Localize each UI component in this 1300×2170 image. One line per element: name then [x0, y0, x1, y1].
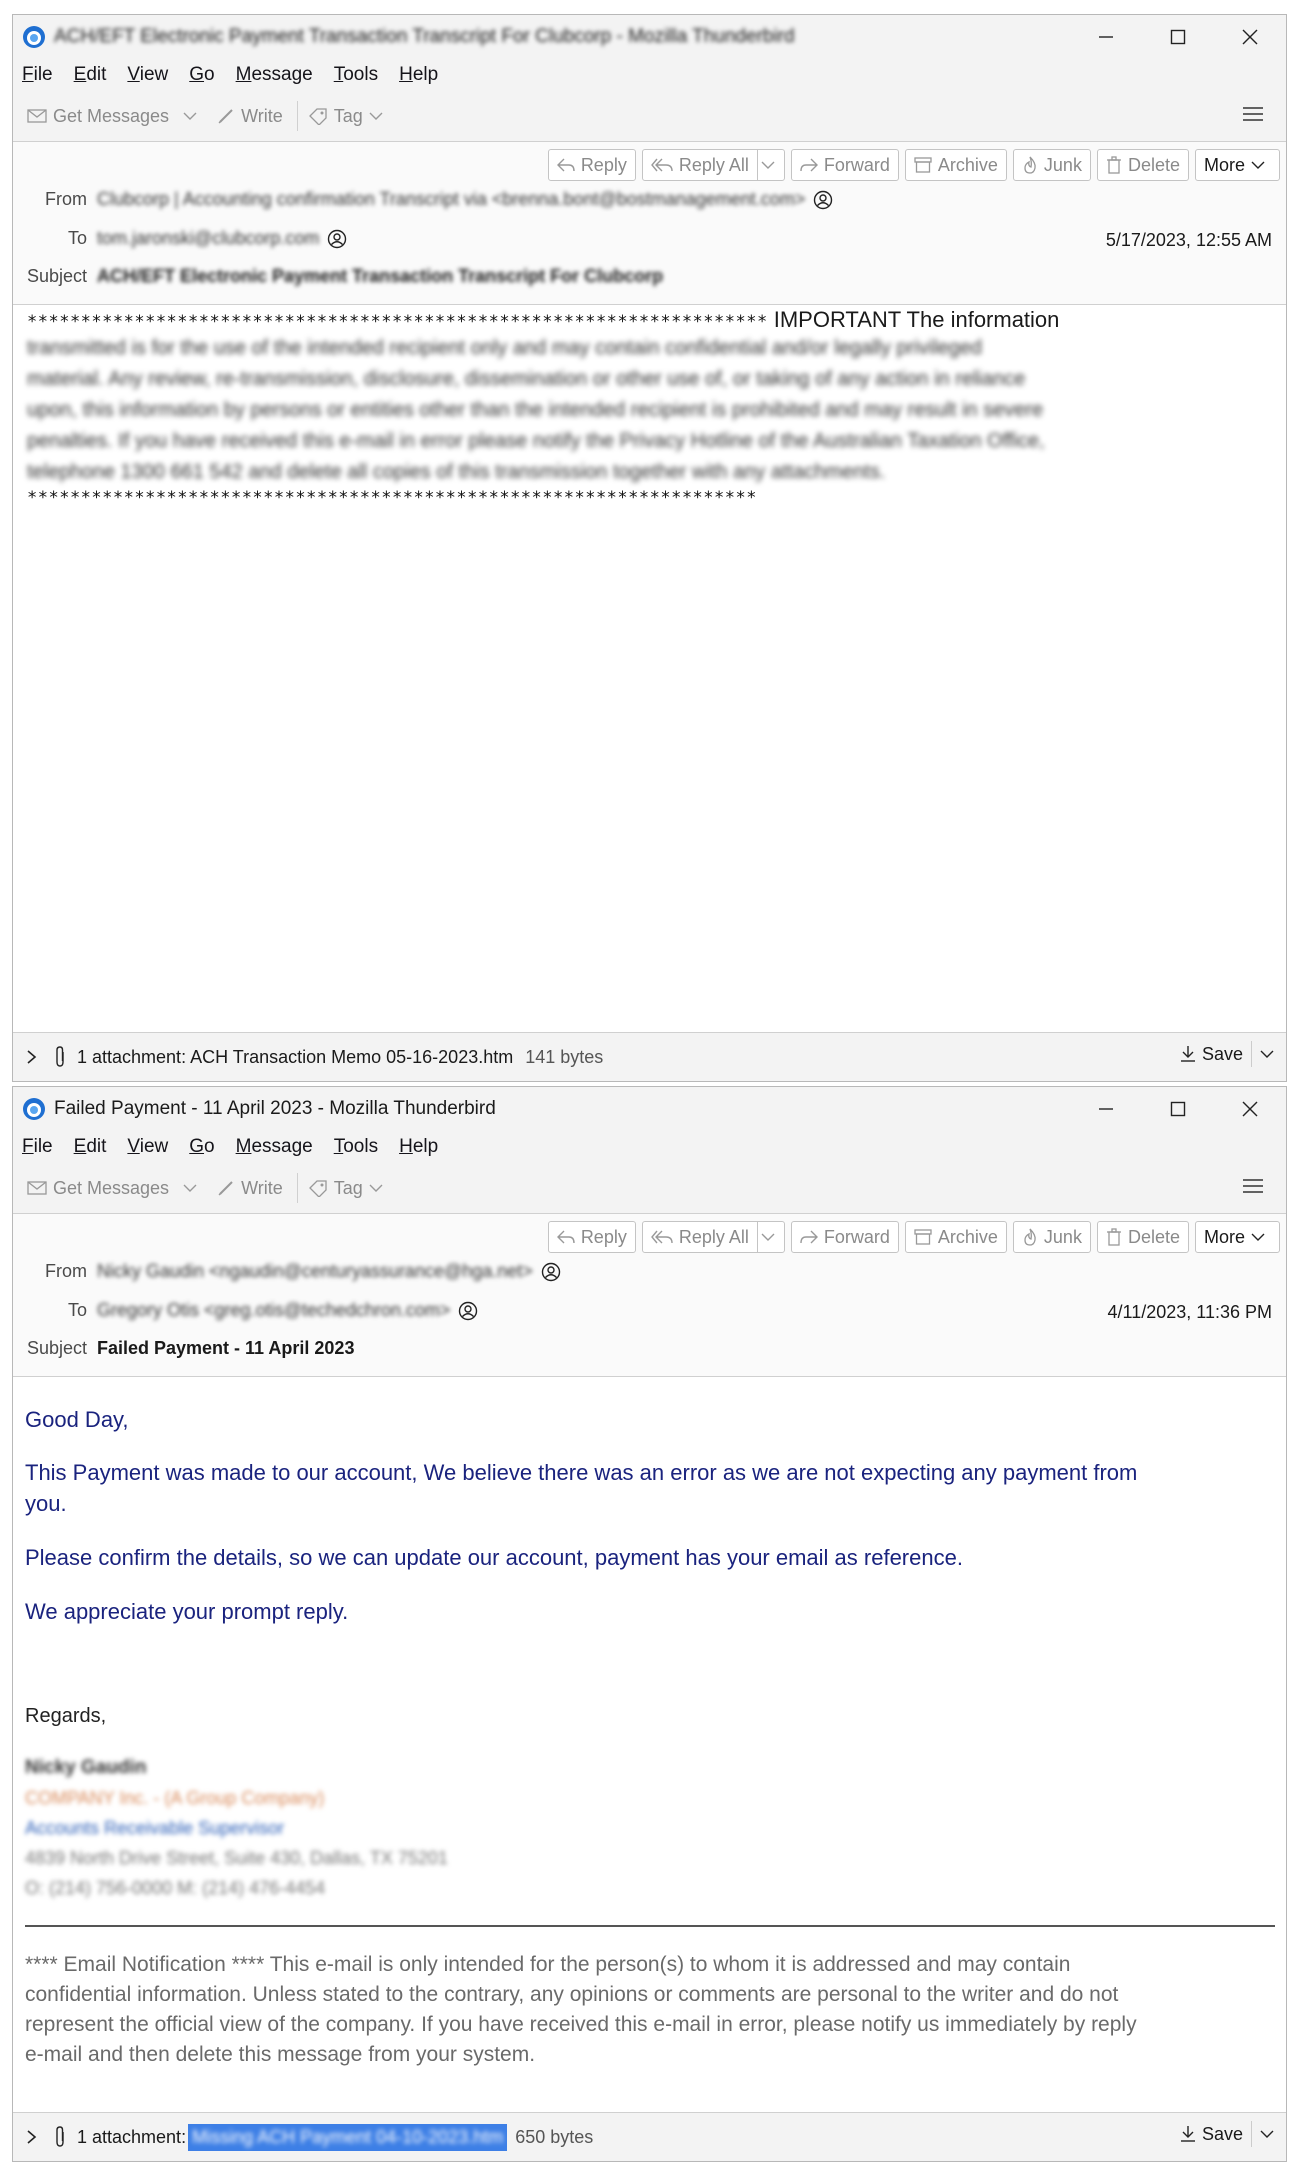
attachment-size: 650 bytes	[515, 2126, 594, 2147]
get-messages-dropdown[interactable]	[183, 111, 203, 121]
reply-all-button[interactable]: Reply All	[642, 149, 785, 181]
maximize-button[interactable]	[1142, 1087, 1214, 1131]
chevron-right-icon[interactable]	[25, 1049, 39, 1065]
chevron-down-icon	[1251, 1232, 1265, 1242]
delete-button[interactable]: Delete	[1097, 1221, 1189, 1253]
note-line: e-mail and then delete this message from your system.	[25, 2043, 536, 2066]
menu-edit[interactable]: Edit	[73, 1136, 107, 1157]
chevron-down-icon	[183, 111, 197, 121]
from-label: From	[45, 189, 87, 209]
main-toolbar	[13, 1163, 1286, 1214]
disclaimer-line: upon, this information by persons or entities other than the intended recipient is prohibited and may result in severe	[27, 399, 1044, 421]
message-body	[13, 307, 1286, 508]
paragraph-1-line-1: This Payment was made to our account, We believe there was an error as we are not expecting any payment from	[25, 1460, 1138, 1485]
menu-view[interactable]: View	[127, 1136, 169, 1157]
forward-icon	[800, 158, 818, 172]
contact-icon[interactable]	[458, 1301, 478, 1321]
junk-button[interactable]: Junk	[1013, 1221, 1091, 1253]
chevron-down-icon	[369, 1183, 383, 1193]
subject-value: Failed Payment - 11 April 2023	[97, 1338, 355, 1358]
main-toolbar	[13, 91, 1286, 142]
thunderbird-logo-icon	[22, 25, 46, 49]
junk-button[interactable]: Junk	[1013, 149, 1091, 181]
attachment-name: Missing ACH Payment 04-10-2023.htm	[192, 2126, 504, 2147]
note-line: **** Email Notification **** This e-mail is only intended for the person(s) to whom it is addressed and may contain	[25, 1953, 1071, 1976]
maximize-icon	[1170, 1101, 1186, 1117]
window-title: Failed Payment - 11 April 2023 - Mozilla Thunderbird	[54, 1098, 496, 1119]
subject-value: ACH/EFT Electronic Payment Transaction Transcript For Clubcorp	[97, 266, 664, 286]
minimize-icon	[1098, 1101, 1114, 1117]
flame-icon	[1022, 1228, 1038, 1246]
disclaimer-line: telephone 1300 661 542 and delete all copies of this transmission together with any attachments.	[27, 461, 886, 483]
from-value[interactable]: Nicky Gaudin <ngaudin@centuryassurance@hga.net>	[97, 1261, 533, 1281]
chevron-down-icon	[1260, 2129, 1274, 2139]
paragraph-2: Please confirm the details, so we can update our account, payment has your email as reference.	[25, 1545, 963, 1570]
reply-all-button[interactable]: Reply All	[642, 1221, 785, 1253]
attachment-bar	[13, 2112, 1286, 2161]
to-value[interactable]: tom.jaronski@clubcorp.com	[97, 228, 320, 248]
chevron-down-icon	[1251, 160, 1265, 170]
menu-go[interactable]: Go	[189, 64, 215, 85]
asterisk-line-bottom: ********************************************************************	[27, 488, 757, 508]
attachment-label[interactable]: 1 attachment: ACH Transaction Memo 05-16-2023.htm	[77, 1046, 514, 1067]
window-title: ACH/EFT Electronic Payment Transaction Transcript For Clubcorp - Mozilla Thunderbird	[54, 26, 795, 47]
download-icon	[1180, 2125, 1196, 2143]
reply-all-dropdown[interactable]	[757, 1222, 784, 1252]
reply-button[interactable]: Reply	[548, 149, 636, 181]
more-button[interactable]: More	[1195, 1221, 1280, 1253]
minimize-button[interactable]	[1070, 15, 1142, 59]
close-button[interactable]	[1214, 1087, 1286, 1131]
archive-button[interactable]: Archive	[905, 1221, 1007, 1253]
disclaimer-line: penalties. If you have received this e-mail in error please notify the Privacy Hotline of the Australian Taxation Office,	[27, 430, 1045, 452]
minimize-icon	[1098, 29, 1114, 45]
maximize-button[interactable]	[1142, 15, 1214, 59]
title-bar	[13, 15, 1286, 59]
paragraph-1-line-2: you.	[25, 1491, 67, 1516]
subject-label: Subject	[26, 1338, 87, 1358]
signature-company: COMPANY Inc. - (A Group Company)	[25, 1788, 325, 1808]
reply-all-icon	[651, 1230, 673, 1244]
message-header	[13, 142, 1286, 305]
chevron-down-icon	[761, 1232, 775, 1242]
signature-address: 4839 North Drive Street, Suite 430, Dallas, TX 75201	[25, 1848, 448, 1868]
note-line: confidential information. Unless stated to the contrary, any opinions or comments are personal to the writer and do not	[25, 1983, 1119, 2006]
maximize-icon	[1170, 29, 1186, 45]
reply-icon	[557, 1230, 575, 1244]
attachment-label: 1 attachment:	[77, 2126, 187, 2147]
thunderbird-window-1	[12, 14, 1287, 1082]
tag-icon	[308, 107, 328, 125]
menu-message[interactable]: Message	[235, 64, 313, 85]
app-menu-icon[interactable]	[1242, 1176, 1264, 1196]
disclaimer-line: transmitted is for the use of the intended recipient only and may contain confidential and/or legally privileged	[27, 337, 983, 359]
tag-button[interactable]: Tag	[308, 106, 389, 127]
thunderbird-window-2	[12, 1086, 1287, 2162]
tag-button[interactable]: Tag	[308, 1178, 389, 1199]
subject-label: Subject	[26, 266, 87, 286]
tag-icon	[308, 1179, 328, 1197]
flame-icon	[1022, 156, 1038, 174]
message-header	[13, 1214, 1286, 1377]
chevron-down-icon	[1260, 1049, 1274, 1059]
attachment-size: 141 bytes	[525, 1046, 604, 1067]
get-messages-dropdown[interactable]	[183, 1183, 203, 1193]
title-bar	[13, 1087, 1286, 1131]
reply-button[interactable]: Reply	[548, 1221, 636, 1253]
chevron-down-icon	[761, 160, 775, 170]
message-date: 4/11/2023, 11:36 PM	[1107, 1302, 1272, 1322]
to-label: To	[67, 228, 87, 248]
greeting: Good Day,	[25, 1407, 129, 1432]
signature-name: Nicky Gaudin	[25, 1757, 147, 1778]
save-button[interactable]: Save	[1180, 2121, 1274, 2147]
pencil-icon	[217, 107, 235, 125]
menu-bar	[13, 1131, 1286, 1163]
signature-phone: O: (214) 756-0000 M: (214) 476-4454	[25, 1878, 326, 1898]
contact-icon[interactable]	[327, 229, 347, 249]
divider	[25, 1925, 1275, 1927]
reply-all-dropdown[interactable]	[757, 150, 784, 180]
menu-tools[interactable]: Tools	[333, 1136, 379, 1157]
signature-title: Accounts Receivable Supervisor	[25, 1818, 285, 1838]
regards: Regards,	[25, 1705, 107, 1727]
trash-icon	[1106, 156, 1122, 174]
paperclip-icon	[53, 1046, 67, 1068]
paperclip-icon	[53, 2126, 67, 2148]
from-label: From	[45, 1261, 87, 1281]
forward-button[interactable]: Forward	[791, 149, 899, 181]
disclaimer-line: material. Any review, re-transmission, disclosure, dissemination or other use of, or taking of any action in reliance	[27, 368, 1026, 390]
reply-icon	[557, 158, 575, 172]
envelope-icon	[27, 1180, 47, 1196]
app-menu-icon[interactable]	[1242, 104, 1264, 124]
contact-icon[interactable]	[541, 1262, 561, 1282]
get-messages-button[interactable]: Get Messages	[27, 1178, 169, 1199]
more-button[interactable]: More	[1195, 149, 1280, 181]
menu-help[interactable]: Help	[399, 64, 439, 85]
pencil-icon	[217, 1179, 235, 1197]
important-text: IMPORTANT The information	[773, 307, 1060, 332]
note-line: represent the official view of the company. If you have received this e-mail in error, please notify us immediately by reply	[25, 2013, 1137, 2036]
menu-go[interactable]: Go	[189, 1136, 215, 1157]
email-notification	[25, 1950, 1137, 2070]
from-value[interactable]: Clubcorp | Accounting confirmation Transcript via <brenna.bont@bostmanagement.com>	[97, 189, 806, 209]
archive-button[interactable]: Archive	[905, 149, 1007, 181]
delete-button[interactable]: Delete	[1097, 149, 1189, 181]
write-button[interactable]: Write	[217, 106, 283, 127]
to-label: To	[67, 1300, 87, 1320]
archive-icon	[914, 157, 932, 173]
asterisk-line-top: *********************************************************************	[27, 312, 768, 332]
reply-all-icon	[651, 158, 673, 172]
save-dropdown[interactable]	[1251, 1041, 1274, 1067]
paragraph-3: We appreciate your prompt reply.	[25, 1599, 349, 1624]
menu-tools[interactable]: Tools	[333, 64, 379, 85]
message-date: 5/17/2023, 12:55 AM	[1105, 230, 1272, 250]
forward-button[interactable]: Forward	[791, 1221, 899, 1253]
menu-file[interactable]: File	[22, 64, 53, 85]
forward-icon	[800, 1230, 818, 1244]
chevron-down-icon	[183, 1183, 197, 1193]
chevron-right-icon[interactable]	[25, 2129, 39, 2145]
trash-icon	[1106, 1228, 1122, 1246]
minimize-button[interactable]	[1070, 1087, 1142, 1131]
thunderbird-logo-icon	[22, 1097, 46, 1121]
menu-bar	[13, 59, 1286, 91]
attachment-bar	[13, 1032, 1286, 1081]
close-button[interactable]	[1214, 15, 1286, 59]
to-value[interactable]: Gregory Otis <greg.otis@techedchron.com>	[97, 1300, 451, 1320]
save-button[interactable]: Save	[1180, 1041, 1274, 1067]
chevron-down-icon	[369, 111, 383, 121]
menu-edit[interactable]: Edit	[73, 64, 107, 85]
write-button[interactable]: Write	[217, 1178, 283, 1199]
close-icon	[1242, 29, 1258, 45]
download-icon	[1180, 1045, 1196, 1063]
archive-icon	[914, 1229, 932, 1245]
contact-icon[interactable]	[813, 190, 833, 210]
menu-message[interactable]: Message	[235, 1136, 313, 1157]
close-icon	[1242, 1101, 1258, 1117]
menu-view[interactable]: View	[127, 64, 169, 85]
menu-file[interactable]: File	[22, 1136, 53, 1157]
get-messages-button[interactable]: Get Messages	[27, 106, 169, 127]
envelope-icon	[27, 108, 47, 124]
save-dropdown[interactable]	[1251, 2121, 1274, 2147]
menu-help[interactable]: Help	[399, 1136, 439, 1157]
attachment-name-highlight[interactable]	[188, 2124, 507, 2151]
